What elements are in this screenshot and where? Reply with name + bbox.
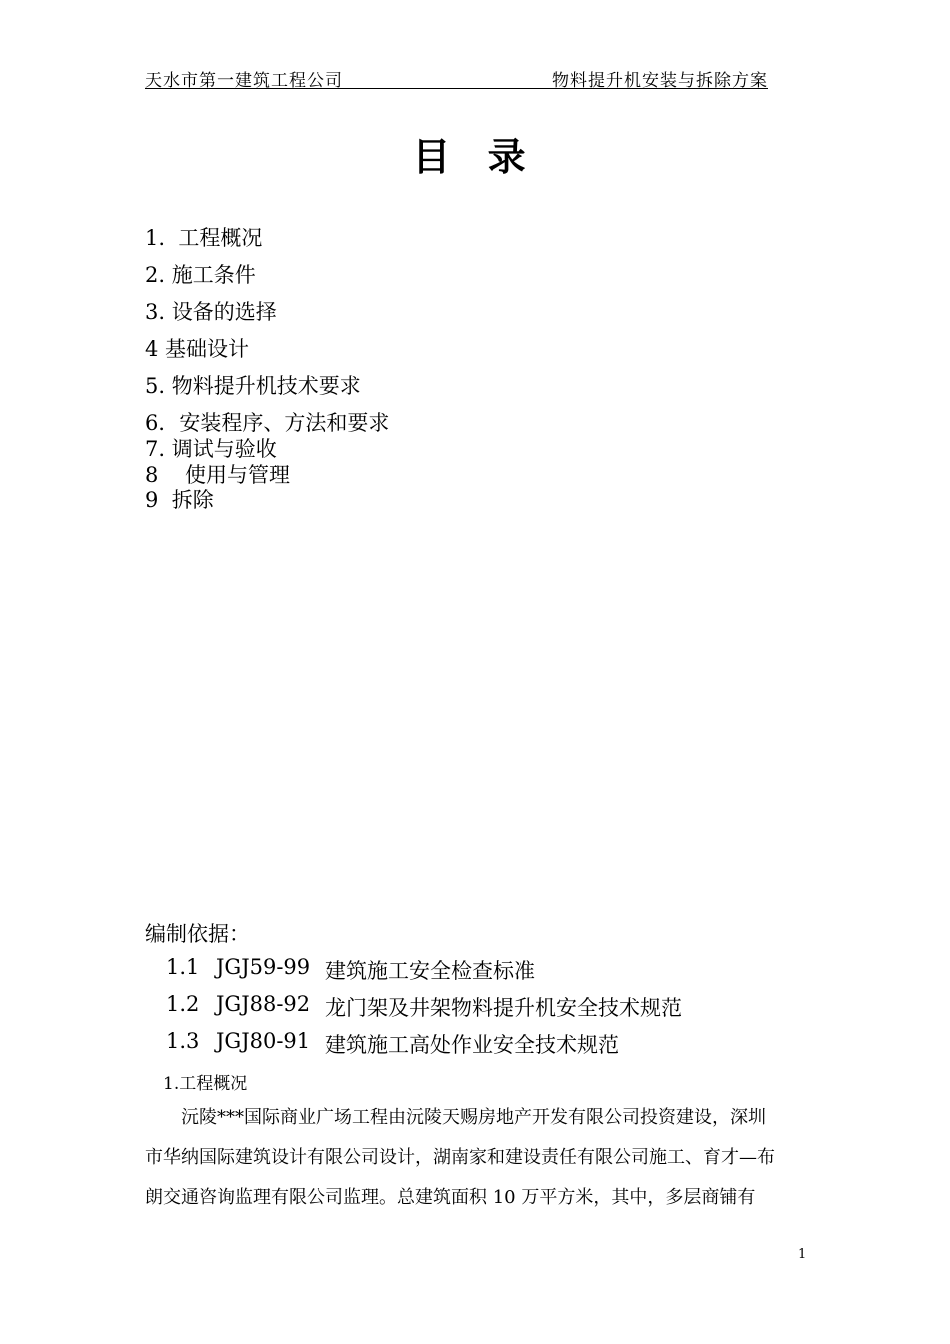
toc-title: 目 录 <box>412 135 538 179</box>
basis-item-number: 1.3 <box>166 1029 200 1053</box>
basis-item-name: 建筑施工高处作业安全技术规范 <box>325 1033 619 1057</box>
basis-item-number: 1.2 <box>166 992 200 1016</box>
toc-item: 7. 调试与验收 <box>145 437 277 461</box>
basis-item-number: 1.1 <box>166 955 200 979</box>
basis-item-code: JGJ88-92 <box>216 992 311 1016</box>
toc-item: 6．安装程序、方法和要求 <box>145 411 390 435</box>
basis-item-name: 建筑施工安全检查标准 <box>325 959 535 983</box>
header-company: 天水市第一建筑工程公司 <box>145 71 343 91</box>
page-header <box>145 64 768 89</box>
toc-item: 5. 物料提升机技术要求 <box>145 374 361 398</box>
paragraph-line: 朗交通咨询监理有限公司监理。总建筑面积 10 万平方米，其中，多层商铺有 <box>145 1187 756 1208</box>
toc-item: 8 使用与管理 <box>145 463 291 487</box>
toc-item: 2. 施工条件 <box>145 263 256 287</box>
basis-item-code: JGJ59-99 <box>216 955 311 979</box>
toc-item: 1. 工程概况 <box>145 226 263 250</box>
basis-item-name: 龙门架及井架物料提升机安全技术规范 <box>325 996 682 1020</box>
page-number: 1 <box>798 1247 807 1262</box>
toc-item: 4 基础设计 <box>145 337 250 361</box>
section-heading: 1.工程概况 <box>163 1074 248 1094</box>
toc-item: 9 拆除 <box>145 488 214 512</box>
paragraph-line: 沅陵***国际商业广场工程由沅陵天赐房地产开发有限公司投资建设，深圳 <box>181 1107 766 1128</box>
basis-item-code: JGJ80-91 <box>216 1029 311 1053</box>
header-document-title: 物料提升机安装与拆除方案 <box>552 71 768 91</box>
toc-item: 3. 设备的选择 <box>145 300 277 324</box>
basis-label: 编制依据： <box>145 922 250 946</box>
paragraph-line: 市华纳国际建筑设计有限公司设计，湖南家和建设责任有限公司施工、育才—布 <box>145 1147 775 1168</box>
